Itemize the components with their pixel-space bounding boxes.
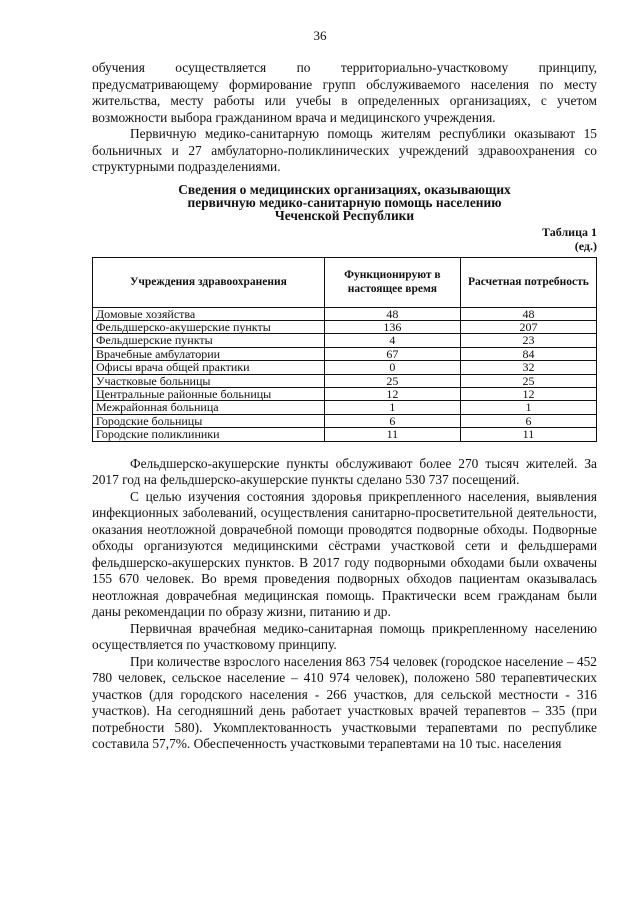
- functioning-count-cell: 67: [324, 347, 460, 360]
- functioning-count-cell: 4: [324, 334, 460, 347]
- required-count-cell: 48: [460, 307, 596, 320]
- functioning-count-cell: 0: [324, 361, 460, 374]
- paragraph: Первичная врачебная медико-санитарная помощь прикрепленному населению осуществляется по участковому принципу.: [92, 620, 597, 653]
- institution-name-cell: Межрайонная больница: [93, 401, 325, 414]
- table-row: [93, 334, 597, 347]
- table-row: [93, 401, 597, 414]
- table-title-line: Чеченской Республики: [274, 207, 415, 223]
- institution-name-cell: Участковые больницы: [93, 374, 325, 387]
- table-row: [93, 387, 597, 400]
- required-count-cell: 12: [460, 387, 596, 400]
- paragraph: Первичную медико-санитарную помощь жителям республики оказывают 15 больничных и 27 амбулаторно-поликлинических учреждений здравоохранения со структурными подразделениями.: [92, 126, 597, 174]
- required-count-cell: 1: [460, 401, 596, 414]
- institution-name-cell: Офисы врача общей практики: [93, 361, 325, 374]
- table-row: [93, 414, 597, 427]
- table-number: Таблица 1: [542, 224, 597, 239]
- functioning-count-cell: 48: [324, 307, 460, 320]
- page-number: 36: [313, 28, 327, 43]
- required-count-cell: 84: [460, 347, 596, 360]
- institution-name-cell: Городские поликлиники: [93, 428, 325, 441]
- paragraph: обучения осуществляется по территориально-участковому принципу, предусматривающему формирование групп обслуживаемого населения по месту жительства, месту работы или учебы в определенных организациях, с учетом возможности выбора гражданином врача и медицинского учреждения.: [92, 60, 597, 125]
- table-unit: (ед.): [574, 238, 597, 253]
- required-count-cell: 23: [460, 334, 596, 347]
- table-body: [93, 307, 597, 441]
- institution-name-cell: Домовые хозяйства: [93, 307, 325, 320]
- table-row: [93, 307, 597, 320]
- functioning-count-cell: 6: [324, 414, 460, 427]
- required-count-cell: 32: [460, 361, 596, 374]
- table-row: [93, 428, 597, 441]
- table-header-row: [93, 257, 597, 307]
- medical-organizations-table: [92, 257, 597, 442]
- column-header: Функционируют в настоящее время: [324, 257, 460, 307]
- institution-name-cell: Фельдшерско-акушерские пункты: [93, 320, 325, 333]
- table-row: [93, 374, 597, 387]
- functioning-count-cell: 25: [324, 374, 460, 387]
- required-count-cell: 11: [460, 428, 596, 441]
- table-row: [93, 347, 597, 360]
- table-row: [93, 320, 597, 333]
- table-row: [93, 361, 597, 374]
- institution-name-cell: Центральные районные больницы: [93, 387, 325, 400]
- column-header: Расчетная потребность: [460, 257, 596, 307]
- functioning-count-cell: 11: [324, 428, 460, 441]
- column-header: Учреждения здравоохранения: [93, 257, 325, 307]
- paragraph: При количестве взрослого населения 863 754 человек (городское население – 452 780 человек, сельское население – 410 974 человек), положено 580 терапевтических участков (для городского населения - 266 участков, для сельской местности - 316 участков). На сегодняшний день работает участковых врачей терапевтов – 335 (при потребности 580). Укомплектованность участковыми терапевтами по республике составила 57,7%. Обеспеченность участковыми терапевтами на 10 тыс. населения: [92, 653, 597, 752]
- functioning-count-cell: 12: [324, 387, 460, 400]
- table-title-line: Сведения о медицинских организациях, оказывающих: [178, 181, 511, 197]
- functioning-count-cell: 1: [324, 401, 460, 414]
- functioning-count-cell: 136: [324, 320, 460, 333]
- document-body: [92, 60, 597, 753]
- paragraph: Фельдшерско-акушерские пункты обслуживают более 270 тысяч жителей. За 2017 год на фельдшерско-акушерские пункты сделано 530 737 посещений.: [92, 455, 597, 488]
- paragraph: С целью изучения состояния здоровья прикрепленного населения, выявления инфекционных заболеваний, осуществления санитарно-просветительной деятельности, оказания неотложной доврачебной помощи проводятся подворные обходы. Подворные обходы организуются медицинскими сёстрами участковой сети и фельдшерами фельдшерско-акушерских пунктов. В 2017 году подворными обходами были охвачены 155 670 человек. Во время проведения подворных обходов пациентам оказывалась неотложная доврачебная медицинская помощь. Практически всем гражданам были даны рекомендации по образу жизни, питанию и др.: [92, 488, 597, 620]
- required-count-cell: 207: [460, 320, 596, 333]
- table-title: [92, 183, 597, 222]
- required-count-cell: 25: [460, 374, 596, 387]
- required-count-cell: 6: [460, 414, 596, 427]
- institution-name-cell: Фельдшерские пункты: [93, 334, 325, 347]
- table-caption: [92, 225, 597, 253]
- institution-name-cell: Врачебные амбулатории: [93, 347, 325, 360]
- institution-name-cell: Городские больницы: [93, 414, 325, 427]
- table-title-line: первичную медико-санитарную помощь населению: [187, 194, 502, 210]
